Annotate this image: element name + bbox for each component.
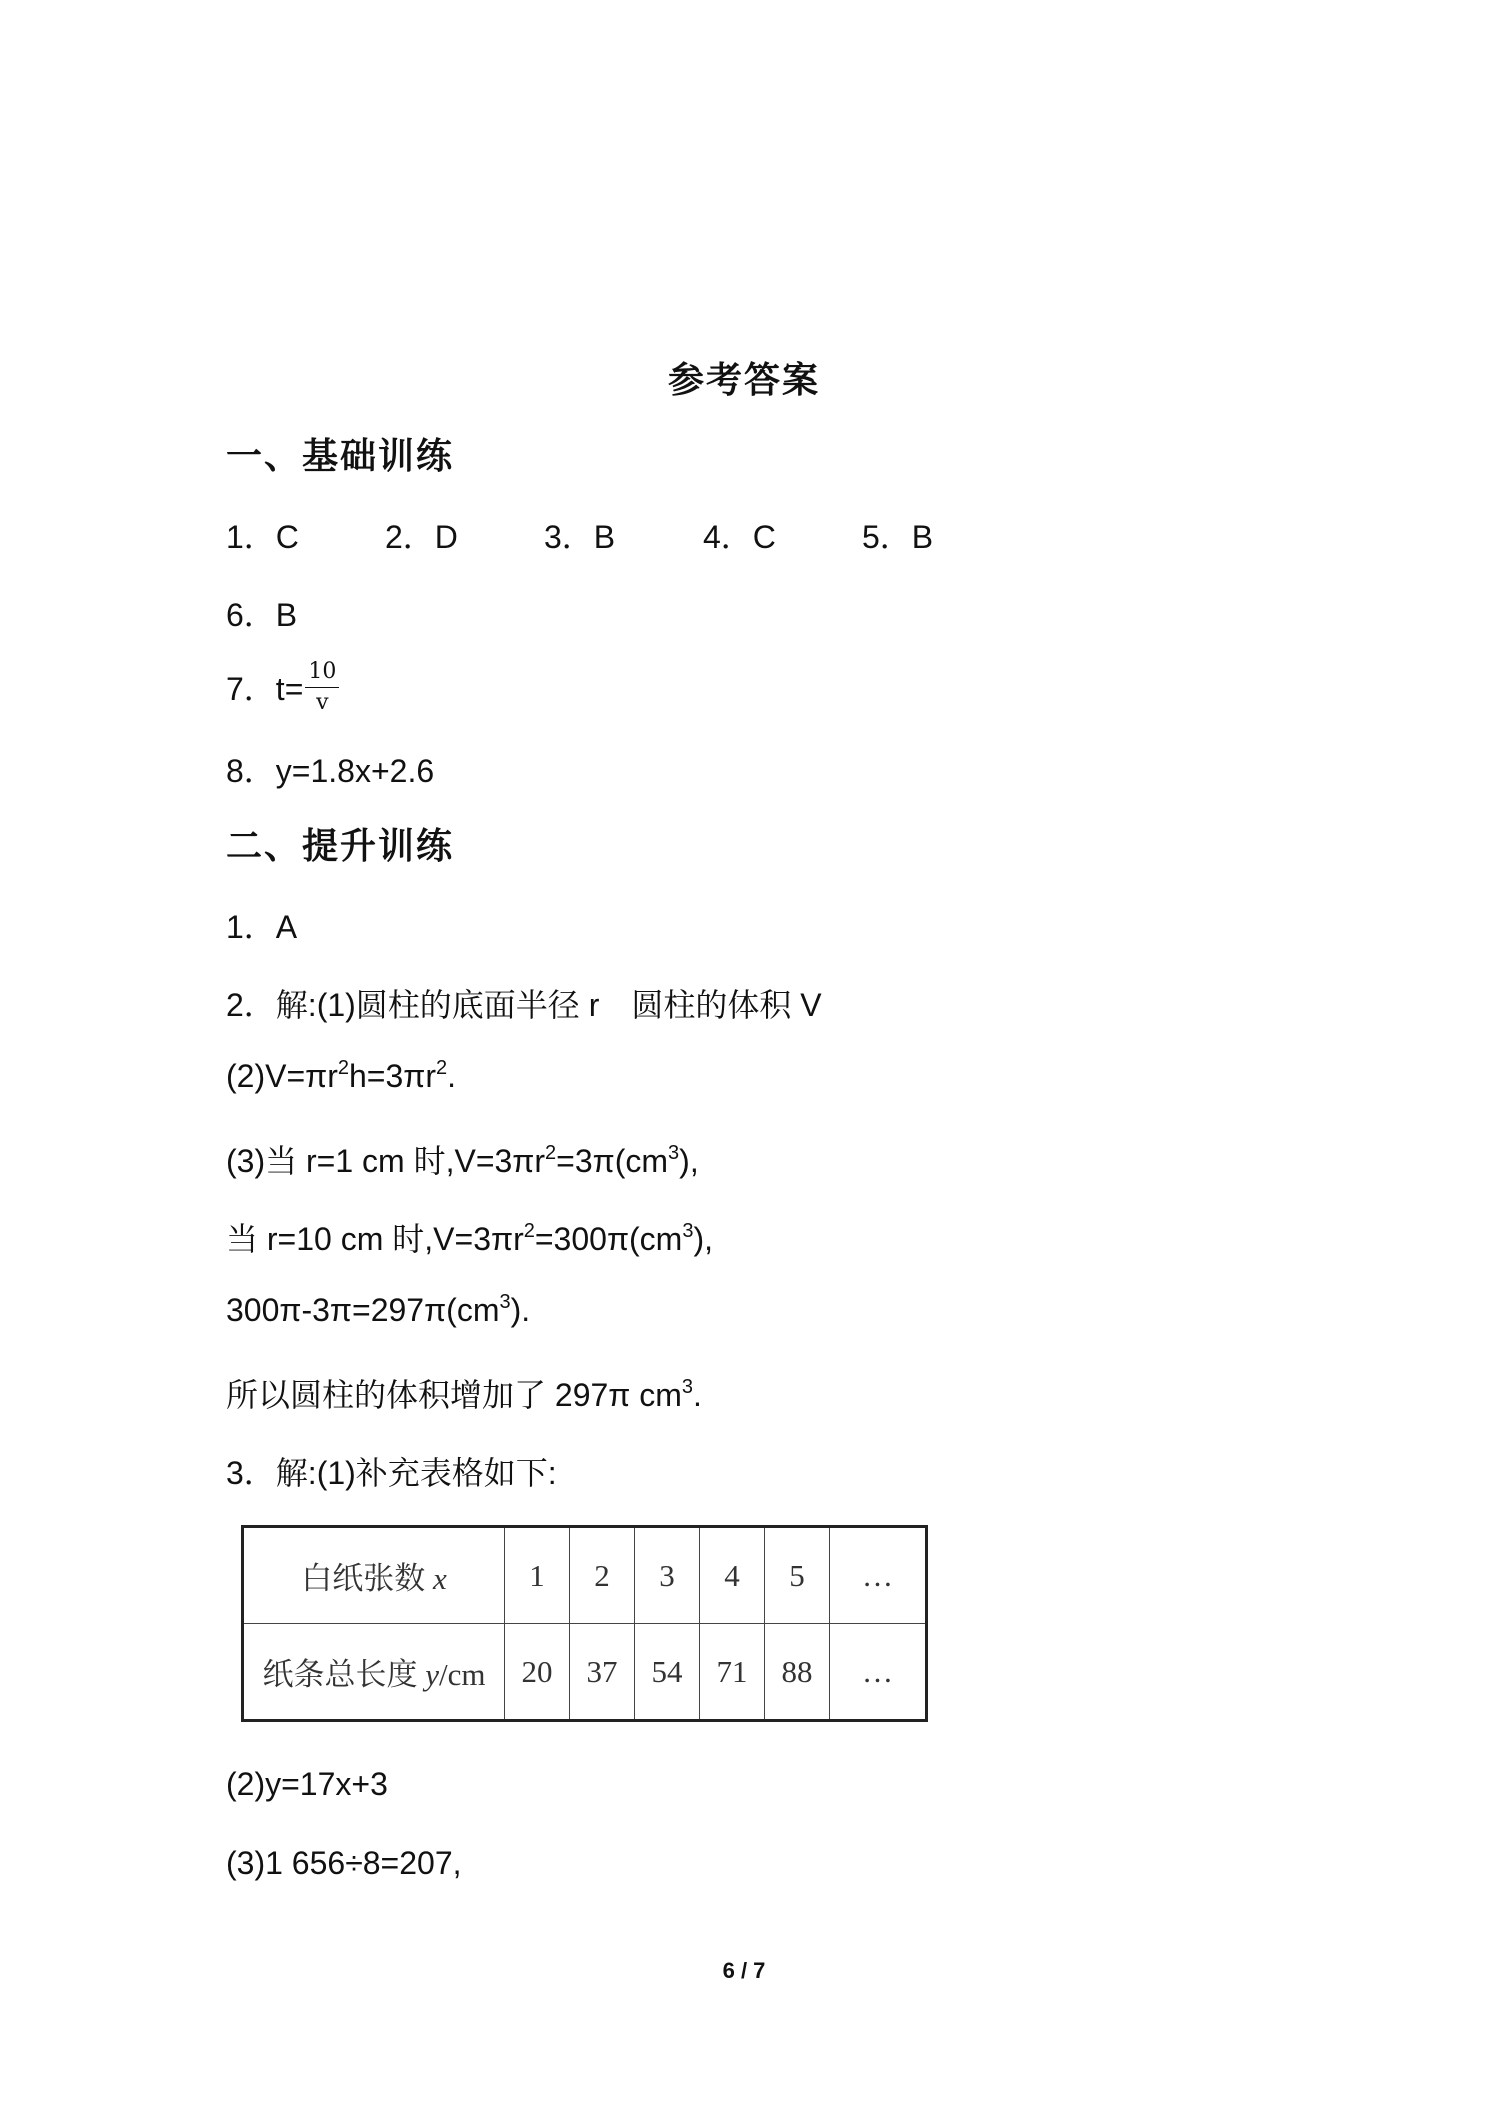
answer-7 (226, 659, 339, 718)
table-cell: … (830, 1624, 927, 1721)
fraction-numerator: 10 (305, 661, 339, 688)
table-cell: 4 (700, 1527, 765, 1624)
answer-5: 5．B (862, 519, 934, 555)
table-row (243, 1624, 927, 1721)
advanced-answer-2-part1: 2．解:(1)圆柱的底面半径 r 圆柱的体积 V (226, 987, 822, 1023)
answer-8: 8．y=1.8x+2.6 (226, 753, 435, 789)
table-cell: 2 (570, 1527, 635, 1624)
answer-3: 3．B (544, 519, 616, 555)
table-cell: 88 (765, 1624, 830, 1721)
section-heading-basic: 一、基础训练 (226, 435, 455, 476)
fraction (305, 661, 339, 714)
page-number: 6 / 7 (722, 1958, 766, 1983)
answer-6: 6．B (226, 597, 298, 633)
answer-2: 2．D (385, 519, 458, 555)
table-cell: 37 (570, 1624, 635, 1721)
advanced-answer-2-part4: 当 r=10 cm 时$,V=3\pi r^2=300\pi(cm^3)$, (226, 1220, 713, 1257)
advanced-answer-2-part2: $(2)V=\pi r^2h=3\pi r^2$. (226, 1057, 457, 1094)
advanced-answer-2-part3: (3)当 r=1 cm 时$,V=3\pi r^2=3\pi(cm^3)$, (226, 1142, 699, 1179)
answer-1: 1．C (226, 519, 299, 555)
advanced-answer-3-part3: (3)1 656÷8=207, (226, 1845, 462, 1881)
table-cell: 1 (505, 1527, 570, 1624)
advanced-answer-2-part5: $300\pi-3\pi=297\pi(cm^3)$. (226, 1291, 531, 1328)
fraction-denominator: v (316, 690, 329, 716)
data-table (241, 1525, 928, 1722)
answer-7-prefix: 7．t= (226, 671, 304, 707)
table-cell: … (830, 1527, 927, 1624)
table-cell: 3 (635, 1527, 700, 1624)
advanced-answer-3-intro: 3．解:(1)补充表格如下: (226, 1455, 557, 1491)
table-row-header: 白纸张数 x (243, 1527, 505, 1624)
table-row (243, 1527, 927, 1624)
answer-4: 4．C (703, 519, 776, 555)
table-cell: 71 (700, 1624, 765, 1721)
advanced-answer-1: 1．A (226, 909, 298, 945)
advanced-answer-2-part6: 所以圆柱的体积增加了 297π $cm^3$. (226, 1376, 702, 1413)
table-row-header: 纸条总长度 y/cm (243, 1624, 505, 1721)
table-cell: 54 (635, 1624, 700, 1721)
table-cell: 20 (505, 1624, 570, 1721)
section-heading-advanced: 二、提升训练 (226, 825, 455, 866)
advanced-answer-3-part2: (2)y=17x+3 (226, 1766, 388, 1802)
table-cell: 5 (765, 1527, 830, 1624)
page-title: 参考答案 (667, 359, 820, 400)
